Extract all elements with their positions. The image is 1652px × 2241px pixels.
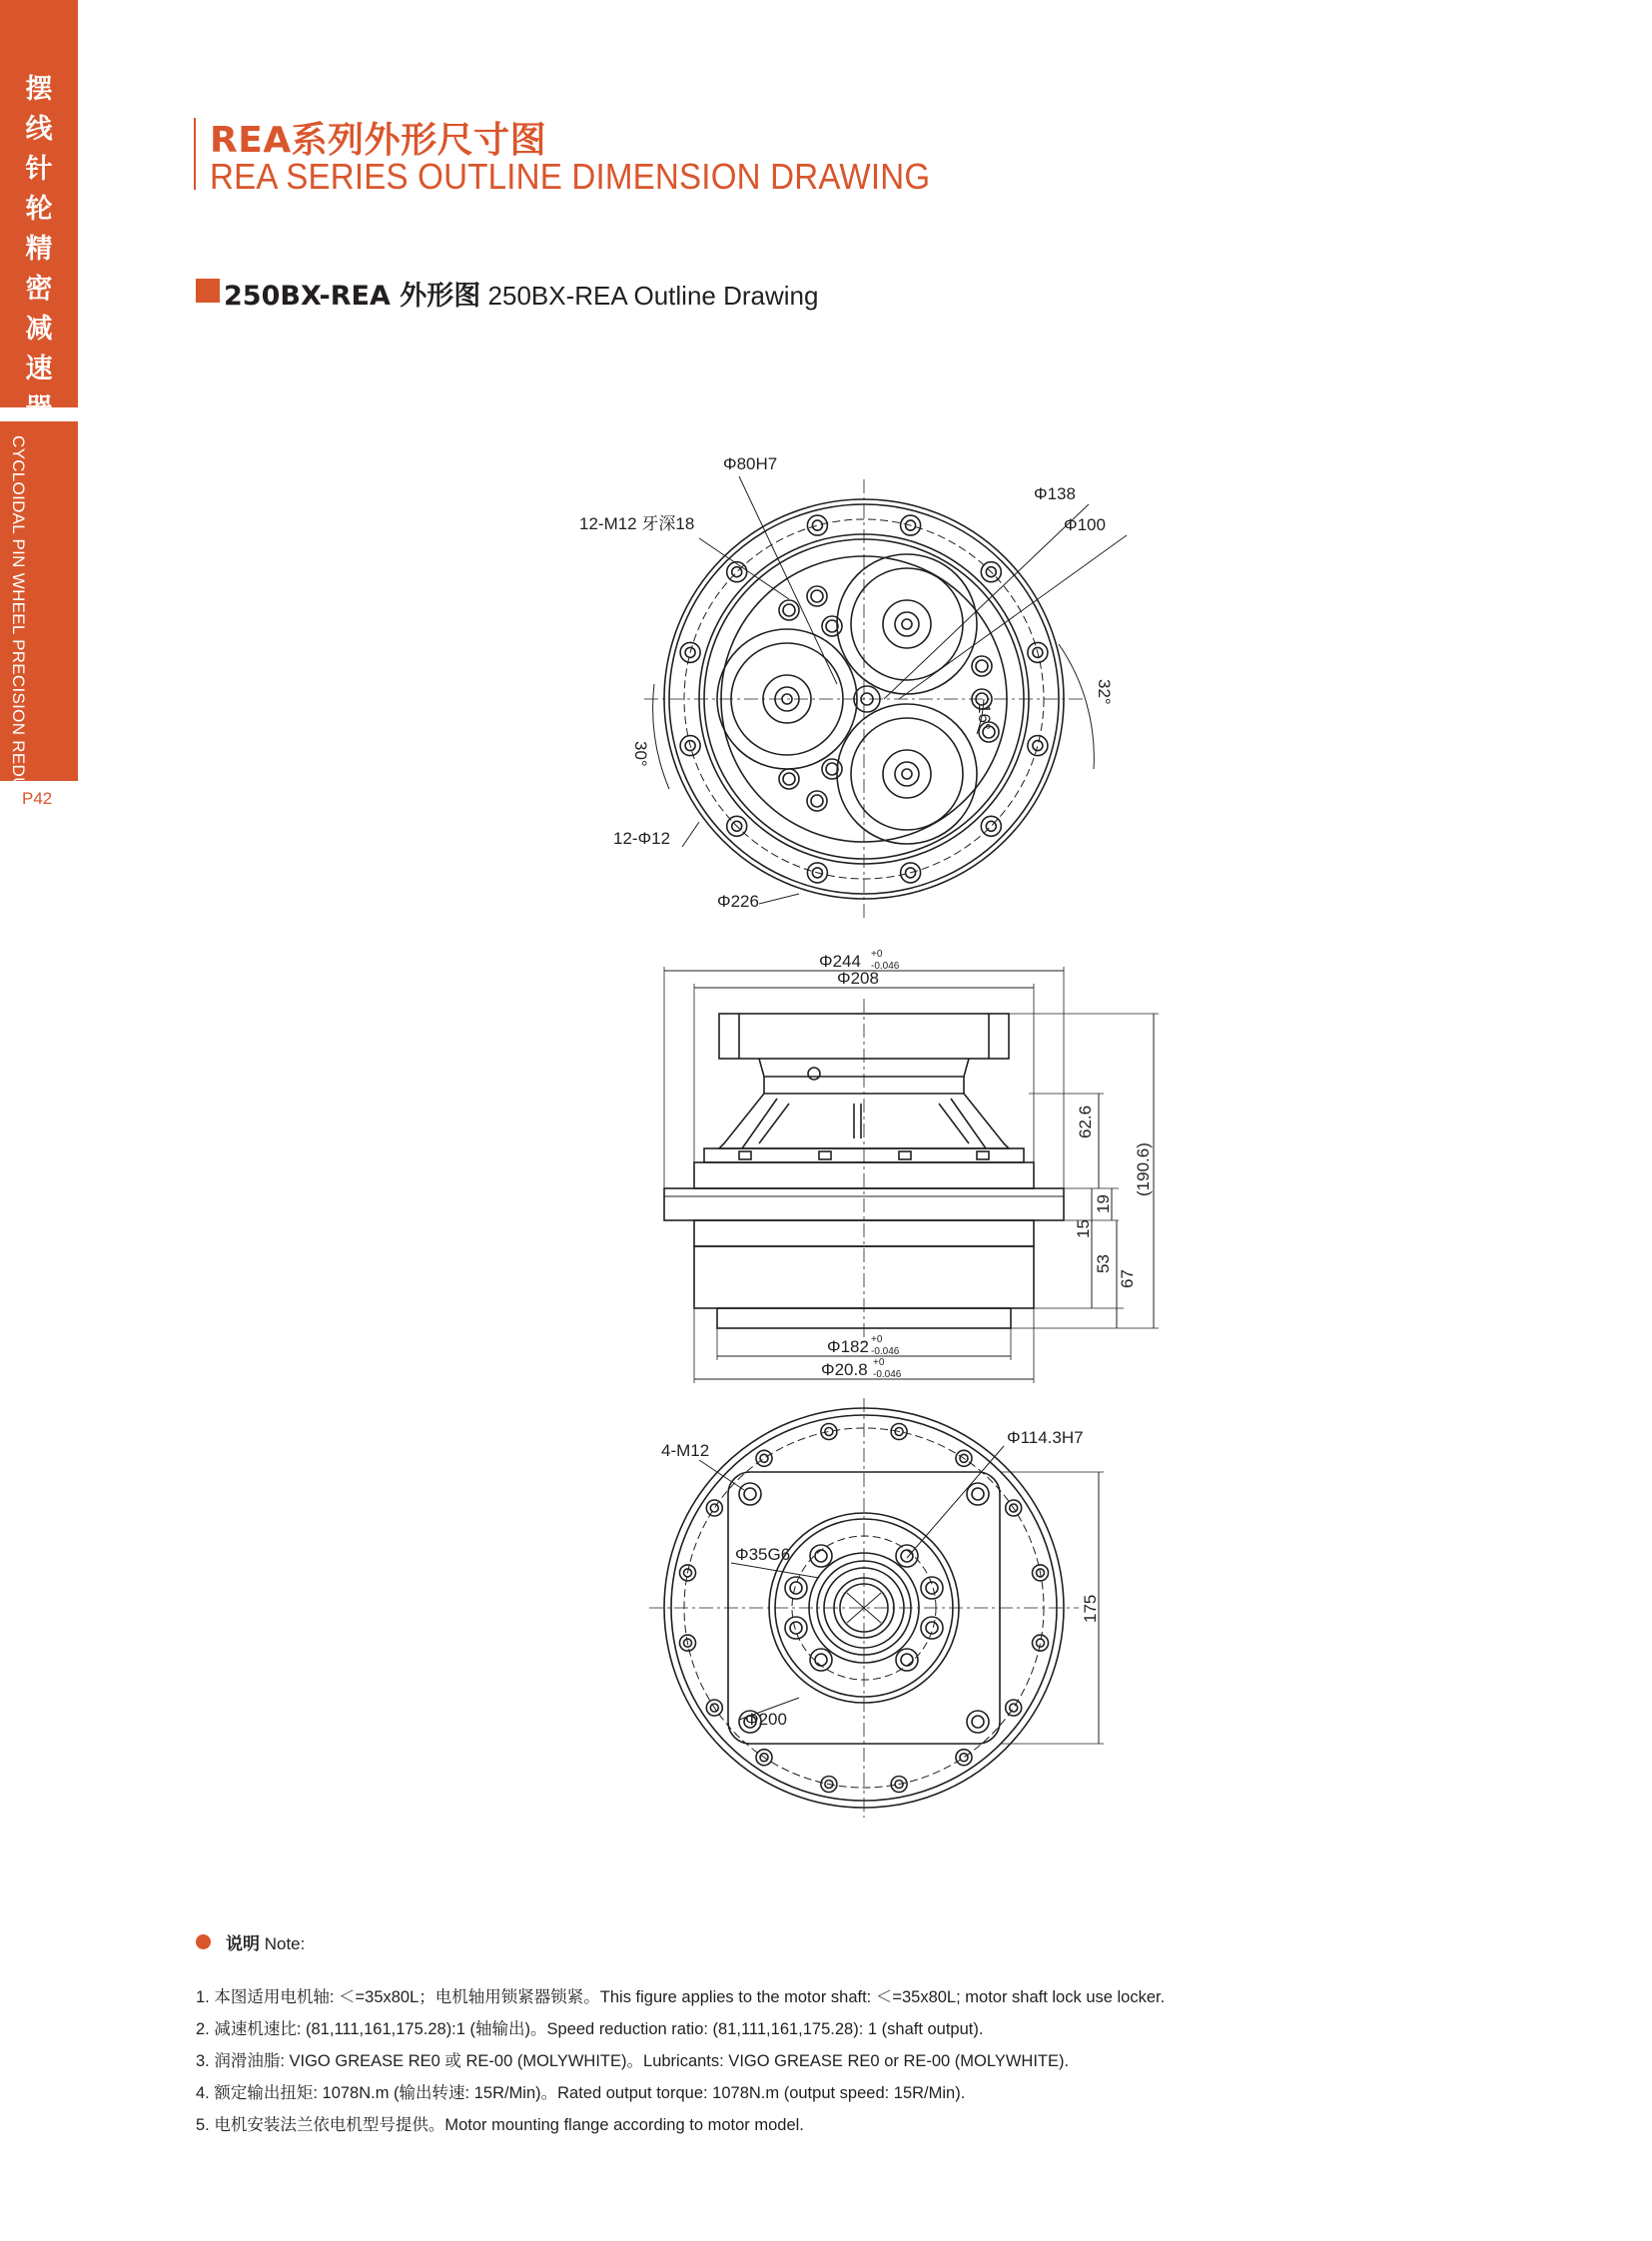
notes-heading-cn: 说明 xyxy=(226,1934,260,1954)
label-angle-32: 32° xyxy=(1095,679,1114,705)
bolt-hole xyxy=(956,1750,972,1766)
bolt-hole xyxy=(812,520,822,530)
bolt-hole xyxy=(1033,1635,1049,1651)
label-d20-8-tol-up: +0 xyxy=(873,1357,885,1368)
sidebar-char: 速 xyxy=(25,354,53,384)
label-tapped-holes: 12-M12 牙深18 xyxy=(579,514,695,533)
bolt-hole xyxy=(706,1500,722,1516)
bolt-hole xyxy=(1010,1704,1018,1712)
bolt-hole xyxy=(981,816,1001,836)
sidebar-char: 摆 xyxy=(25,74,53,105)
note-item: 5. 电机安装法兰依电机型号提供。Motor mounting flange according to motor model. xyxy=(196,2116,804,2134)
bolt-hole xyxy=(1028,736,1048,756)
sidebar-char: 轮 xyxy=(25,194,53,225)
notes-heading xyxy=(196,1929,1165,1954)
note-item: 1. 本图适用电机轴: ＜=35x80L；电机轴用锁紧器锁紧。This figure applies to the motor shaft: ＜=35x80L; motor shaft lock use locker. xyxy=(196,1988,1166,2006)
sidebar-char: 线 xyxy=(25,114,53,145)
label-angle-16: 16° xyxy=(975,704,994,730)
sidebar-char: 减 xyxy=(25,314,53,345)
bolt-hole xyxy=(732,567,742,577)
bolt-hole xyxy=(807,515,827,535)
note-item: 3. 润滑油脂: VIGO GREASE RE0 或 RE-00 (MOLYWHITE)。Lubricants: VIGO GREASE RE0 or RE-00 (MOLYWHITE). xyxy=(196,2052,1070,2070)
side-view xyxy=(664,967,1159,1383)
label-w175: 175 xyxy=(1081,1594,1100,1623)
sidebar-char: 精 xyxy=(25,234,53,265)
bolt-hole xyxy=(1006,1700,1022,1716)
label-holes12: 12-Φ12 xyxy=(613,829,671,848)
page-title-cn: REA系列外形尺寸图 xyxy=(210,120,547,161)
label-d244-tol-up: +0 xyxy=(871,949,883,960)
top-view xyxy=(644,476,1127,919)
label-bore: Φ80H7 xyxy=(723,454,778,473)
label-d244-tol-dn: -0.046 xyxy=(871,961,900,972)
sidebar-char: 针 xyxy=(25,154,53,185)
bolt-hole xyxy=(821,1424,837,1440)
label-h53: 53 xyxy=(1094,1254,1113,1273)
label-h15: 15 xyxy=(1074,1219,1093,1238)
page-title-en: REA SERIES OUTLINE DIMENSION DRAWING xyxy=(210,156,931,197)
label-d182-tol-up: +0 xyxy=(871,1334,883,1345)
label-h19: 19 xyxy=(1094,1194,1113,1213)
section-title-rest: 250BX-REA Outline Drawing xyxy=(480,281,819,311)
label-h62-6: 62.6 xyxy=(1076,1105,1095,1138)
label-m12: 4-M12 xyxy=(661,1441,710,1460)
label-d226: Φ226 xyxy=(717,892,759,911)
bolt-hole xyxy=(727,562,747,582)
label-d20-8: Φ20.8 xyxy=(821,1360,868,1379)
bolt-hole xyxy=(986,821,996,831)
sidebar-char: 密 xyxy=(25,274,53,305)
label-d182: Φ182 xyxy=(827,1337,869,1356)
bullet-dot-icon xyxy=(196,1934,211,1949)
notes-section xyxy=(196,1929,1165,2141)
bolt-hole xyxy=(1033,741,1043,751)
label-d20-8-tol-dn: -0.046 xyxy=(873,1369,902,1380)
page-number: P42 xyxy=(22,789,53,808)
label-angle-30: 30° xyxy=(631,741,650,767)
label-d182-tol-dn: -0.046 xyxy=(871,1346,900,1357)
notes-heading-text xyxy=(226,1929,305,1954)
top-view-labels xyxy=(579,454,1114,911)
bolt-hole xyxy=(1037,1639,1045,1647)
label-d138: Φ138 xyxy=(1034,484,1076,503)
label-d114: Φ114.3H7 xyxy=(1007,1428,1084,1447)
note-item: 4. 额定输出扭矩: 1078N.m (输出转速: 15R/Min)。Rated output torque: 1078N.m (output speed: 15R/Min). xyxy=(196,2084,966,2102)
bolt-hole xyxy=(756,1450,772,1466)
bolt-hole xyxy=(825,1428,833,1436)
label-h67: 67 xyxy=(1118,1269,1137,1288)
bolt-hole xyxy=(710,1504,718,1512)
label-d244: Φ244 xyxy=(819,952,861,971)
bolt-hole xyxy=(960,1754,968,1762)
section-title-bold: 250BX-REA 外形图 xyxy=(224,281,481,312)
notes-heading-en: Note: xyxy=(260,1934,306,1953)
bottom-view xyxy=(649,1398,1104,1818)
label-d35: Φ35G6 xyxy=(735,1545,791,1564)
label-h190-6: (190.6) xyxy=(1134,1142,1153,1196)
label-d208: Φ208 xyxy=(837,969,879,988)
label-d200: Φ200 xyxy=(745,1710,787,1729)
note-item: 2. 减速机速比: (81,111,161,175.28):1 (轴输出)。Speed reduction ratio: (81,111,161,175.28): 1 (shaft output). xyxy=(196,2020,984,2038)
sidebar-category-en: CYCLOIDAL PIN WHEEL PRECISION REDUCER xyxy=(9,435,28,827)
bolt-hole xyxy=(760,1454,768,1462)
label-d100: Φ100 xyxy=(1064,515,1106,534)
